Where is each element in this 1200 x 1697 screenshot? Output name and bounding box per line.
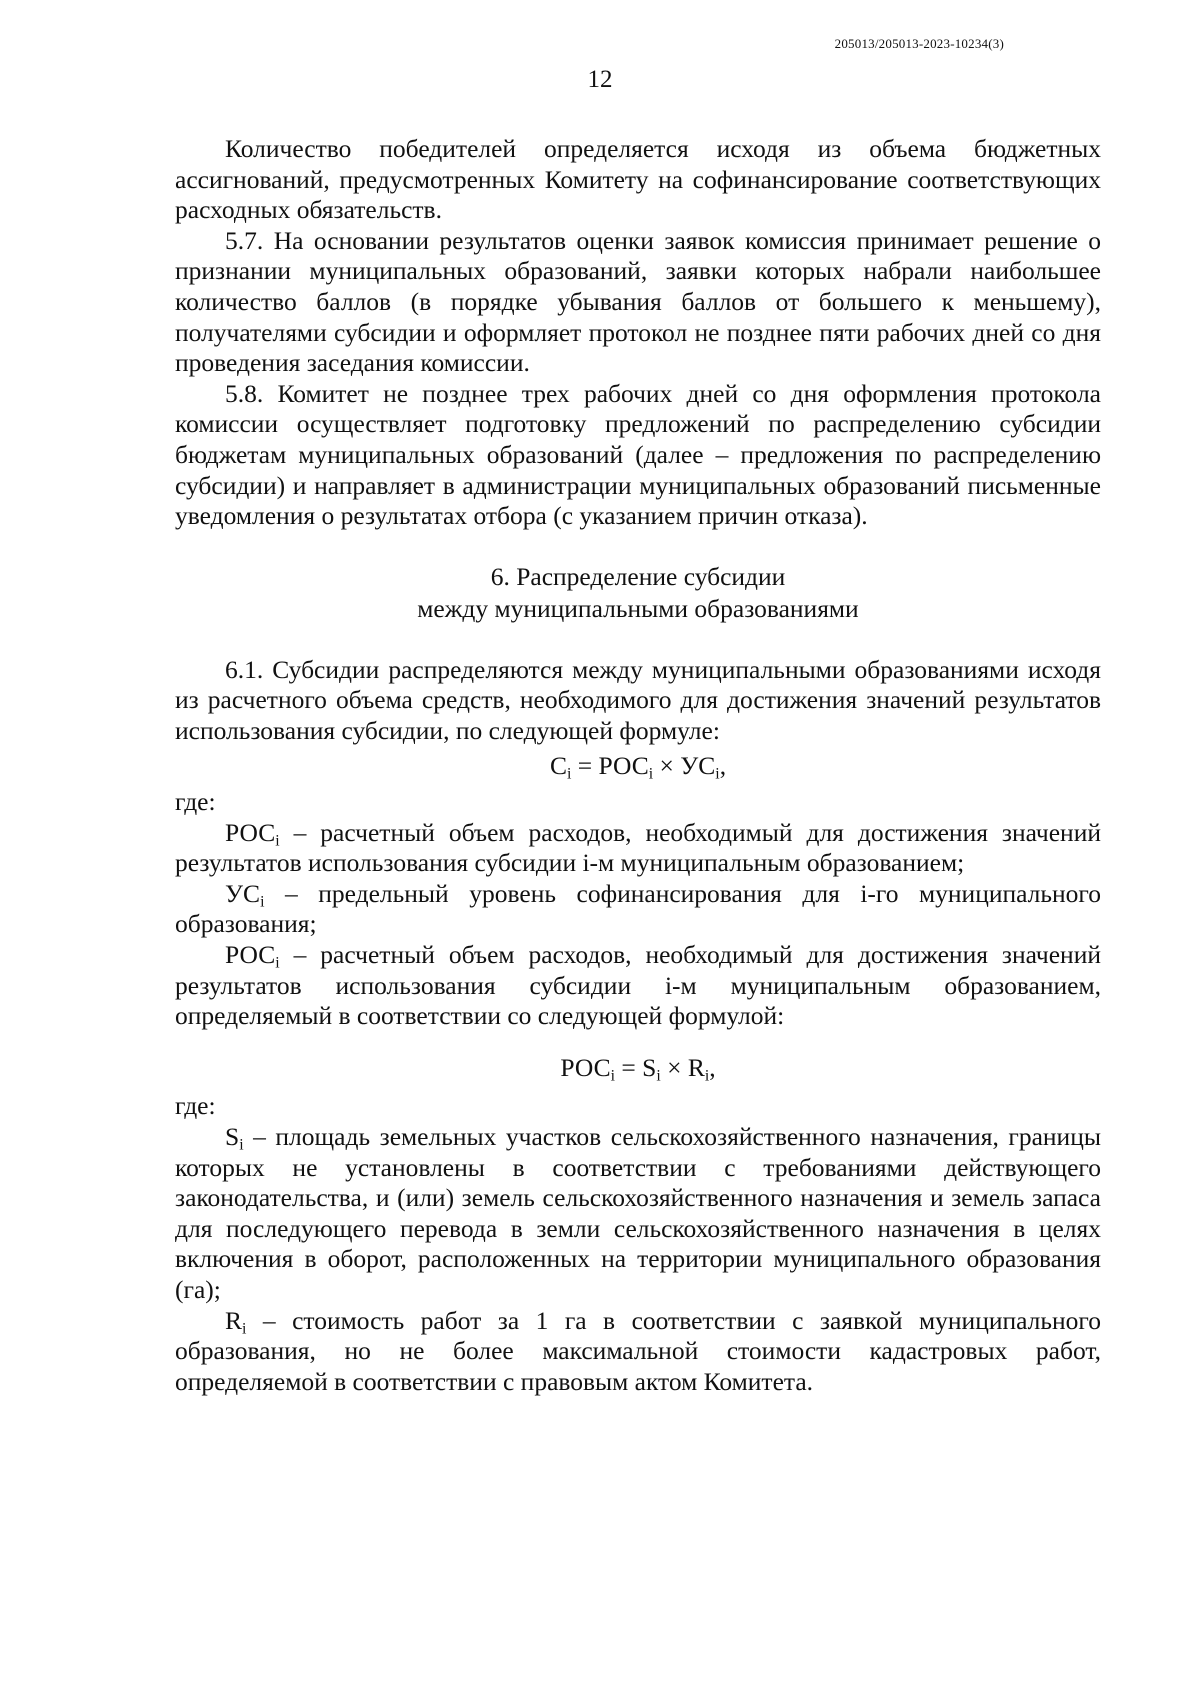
definition-r: $R_i$ – стоимость работ за 1 га в соответствии с заявкой муниципального образования, но не более максимальной стоимости кадастровых работ, определяемой в соответствии с правовым актом Комитета. <box>175 1305 1101 1396</box>
formula-subsidy: $C_i = РОС_i \times УС_i$, <box>549 750 727 782</box>
section-6-heading-line-2: между муниципальными образованиями <box>417 593 859 623</box>
where-label: где: <box>175 787 216 817</box>
paragraph-winners-count: Количество победителей определяется исходя из объема бюджетных ассигнований, предусмотренных Комитету на софинансирование соответствующих расходных обязательств. <box>175 134 1101 225</box>
section-6-heading-line-1: 6. Распределение субсидии <box>490 561 786 591</box>
where-label-2: где: <box>175 1091 216 1121</box>
paragraph-5-7: 5.7. На основании результатов оценки заявок комиссия принимает решение о признании муниципальных образований, заявки которых набрали наибольшее количество баллов (в порядке убывания баллов от большего к меньшему), получателями субсидии и оформляет протокол не позднее пяти рабочих дней со дня проведения заседания комиссии. <box>175 225 1101 378</box>
document-body <box>175 134 1101 1397</box>
definition-poc: $РОС_i$ – расчетный объем расходов, необходимый для достижения значений результатов использования субсидии i-м муниципальным образованием; <box>175 817 1101 878</box>
section-6-heading <box>175 561 1101 625</box>
definition-uc: $УС_i$ – предельный уровень софинансирования для i-го муниципального образования; <box>175 878 1101 939</box>
paragraph-5-8: 5.8. Комитет не позднее трех рабочих дней со дня оформления протокола комиссии осуществляет подготовку предложений по распределению субсидии бюджетам муниципальных образований (далее – предложения по распределению субсидии) и направляет в администрации муниципальных образований письменные уведомления о результатах отбора (с указанием причин отказа). <box>175 378 1101 531</box>
definition-poc-formula: $РОС_i$ – расчетный объем расходов, необходимый для достижения значений результатов использования субсидии i-м муниципальным образованием, определяемый в соответствии со следующей формулой: <box>175 940 1101 1031</box>
document-registration-number: 205013/205013-2023-10234(3) <box>834 36 1004 51</box>
definition-s: $S_i$ – площадь земельных участков сельскохозяйственного назначения, границы которых не установлены в соответствии с требованиями действующего законодательства, и (или) земель сельскохозяйственного назначения и земель запаса для последующего перевода в земли сельскохозяйственного назначения в целях включения в оборот, расположенных на территории муниципального образования (га); <box>175 1122 1101 1304</box>
page-number: 12 <box>587 66 613 93</box>
formula-expenses: $РОС_i = S_i \times R_i$, <box>560 1052 716 1085</box>
paragraph-6-1: 6.1. Субсидии распределяются между муниципальными образованиями исходя из расчетного объема средств, необходимого для достижения значений результатов использования субсидии, по следующей формуле: <box>175 654 1101 745</box>
